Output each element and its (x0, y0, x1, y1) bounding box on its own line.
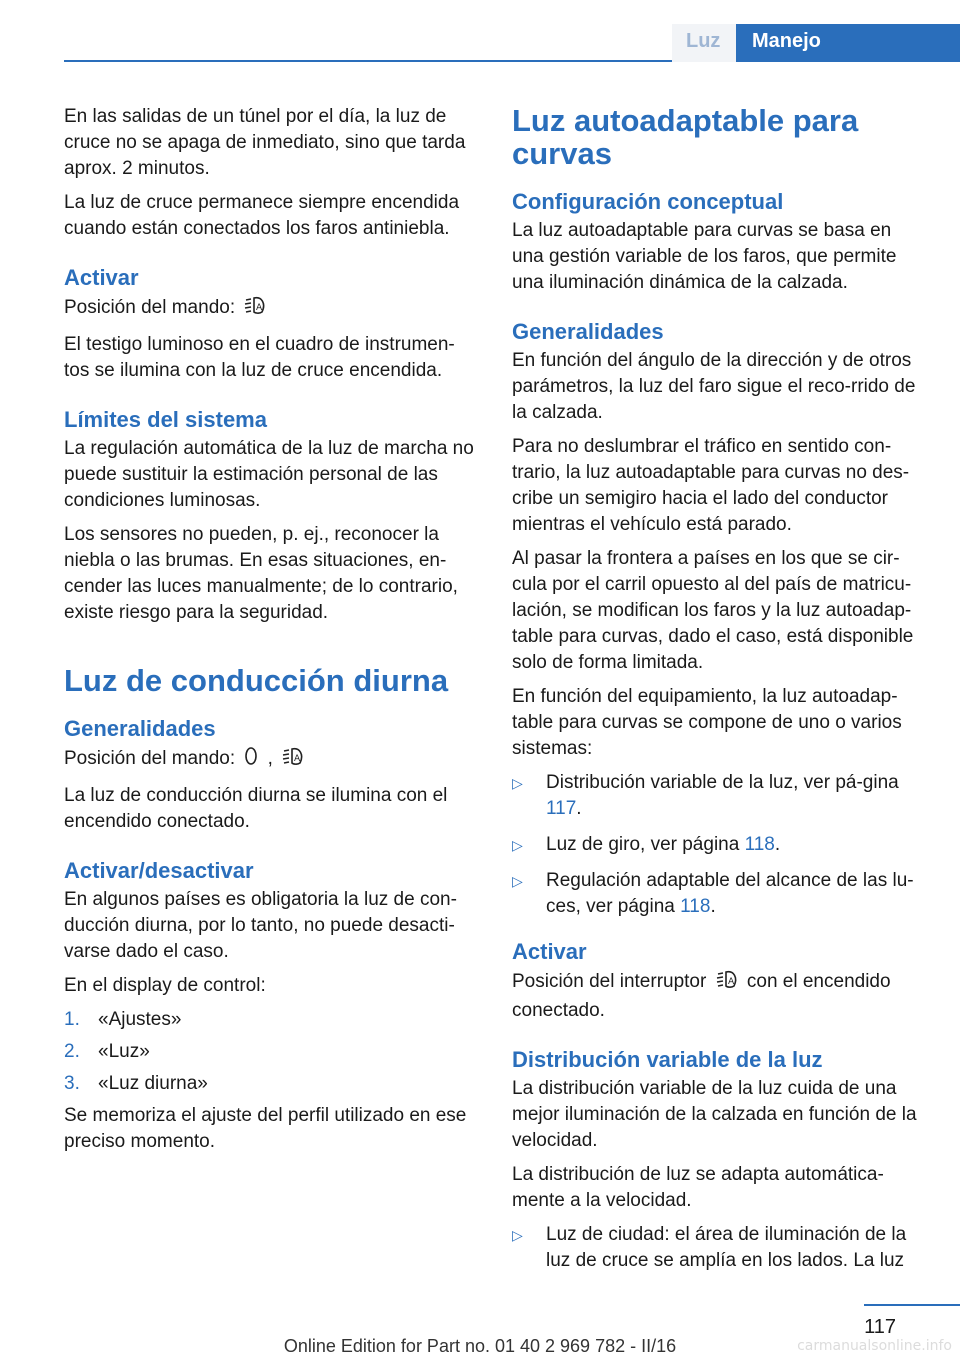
bullet-triangle-icon: ▷ (512, 837, 523, 853)
paragraph: En el display de control: (64, 975, 266, 996)
paragraph: La luz autoadaptable para curvas se basa en una gestión variable de los faros, que permite una iluminación dinámica de la calzada. (512, 220, 897, 293)
list-item (512, 770, 926, 822)
paragraph: La regulación automática de la luz de marcha no puede sustituir la estimación personal de las condiciones luminosas. (64, 438, 474, 511)
auto-light-icon (280, 745, 306, 775)
paragraph: La luz de cruce permanece siempre encendida cuando están conectados los faros antiniebla. (64, 192, 460, 239)
heading-activar-desactivar: Activar/desactivar (64, 858, 254, 883)
bullet-text: Luz de ciudad: el área de iluminación de la luz de cruce se amplía en los lados. La luz (546, 1224, 907, 1271)
step-number: 3. (64, 1073, 80, 1094)
watermark: carmanualsonline.info (797, 1338, 952, 1354)
systems-list (512, 770, 926, 920)
distribution-list (512, 1222, 926, 1274)
list-item (64, 1071, 478, 1097)
section-tab-manejo-label: Manejo (752, 30, 821, 52)
left-column (64, 104, 478, 1163)
paragraph: Al pasar la frontera a países en los que se cir‐cula por el carril opuesto al del país de matricu‐lación, se modifican los faros y la luz autoadap‐table para curvas, dado el caso, está disponible solo de forma limitada. (512, 548, 914, 673)
switch-position-label: Posición del mando: (64, 297, 236, 318)
section-tab-manejo[interactable] (736, 24, 960, 62)
svg-text:A: A (727, 977, 734, 987)
paragraph-switch-position (64, 294, 478, 324)
section-tab-luz[interactable] (672, 24, 736, 62)
paragraph: En algunos países es obligatoria la luz de con‐ducción diurna, por lo tanto, no puede desacti‐varse dado el caso. (64, 889, 457, 962)
page-link[interactable]: 117 (546, 798, 577, 819)
auto-light-icon (242, 294, 268, 324)
paragraph-switch-position (512, 968, 926, 1024)
page-number-rule (864, 1304, 960, 1306)
bullet-triangle-icon: ▷ (512, 1227, 523, 1243)
paragraph: Se memoriza el ajuste del perfil utilizado en ese preciso momento. (64, 1105, 467, 1152)
paragraph: El testigo luminoso en el cuadro de instrumen‐tos se ilumina con la luz de cruce encendida. (64, 334, 455, 381)
bullet-text: Regulación adaptable del alcance de las lu‐ces, ver página (546, 870, 914, 917)
heading-limites: Límites del sistema (64, 407, 267, 432)
auto-light-icon (714, 968, 740, 998)
paragraph: La luz de conducción diurna se ilumina con el encendido conectado. (64, 785, 448, 832)
list-item (512, 832, 926, 858)
bullet-text: Distribución variable de la luz, ver pá‐gina (546, 772, 899, 793)
bullet-triangle-icon: ▷ (512, 873, 523, 889)
bullet-triangle-icon: ▷ (512, 775, 523, 791)
punctuation: . (774, 834, 781, 855)
paragraph: Los sensores no pueden, p. ej., reconocer la niebla o las brumas. En esas situaciones, en‐cender las luces manualmente; de lo contrario, existe riesgo para la seguridad. (64, 524, 458, 623)
page-link[interactable]: 118 (680, 896, 711, 917)
step-number: 1. (64, 1009, 80, 1030)
heading-generalidades: Generalidades (512, 319, 664, 344)
off-position-icon (242, 745, 260, 775)
heading-activar: Activar (512, 939, 587, 964)
step-text: «Ajustes» (98, 1009, 182, 1030)
list-item (512, 1222, 926, 1274)
step-text: «Luz diurna» (98, 1073, 208, 1094)
section-tab-luz-label: Luz (686, 30, 721, 52)
switch-position-label: Posición del interruptor (512, 971, 707, 992)
paragraph-continuation: con el encendido conectado. (512, 971, 891, 1021)
footer-edition: Online Edition for Part no. 01 40 2 969 782 - II/16 (283, 1336, 677, 1356)
page-link[interactable]: 118 (744, 834, 775, 855)
heading-configuracion: Configuración conceptual (512, 189, 784, 214)
paragraph-switch-position (64, 745, 478, 775)
page-number: 117 (864, 1316, 896, 1338)
svg-text:A: A (256, 303, 263, 313)
list-item (64, 1007, 478, 1033)
right-column (512, 104, 926, 1284)
paragraph: En función del equipamiento, la luz autoadap‐table para curvas se compone de uno o varios sistemas: (512, 686, 902, 759)
svg-text:A: A (294, 754, 301, 764)
steps-list (64, 1007, 478, 1097)
step-number: 2. (64, 1041, 80, 1062)
heading-luz-curvas: Luz autoadaptable para curvas (512, 103, 859, 171)
paragraph: En las salidas de un túnel por el día, la luz de cruce no se apaga de inmediato, sino que tarda aprox. 2 minutos. (64, 106, 466, 179)
switch-position-label: Posición del mando: (64, 748, 236, 769)
list-item (512, 868, 926, 920)
heading-distribucion: Distribución variable de la luz (512, 1047, 823, 1072)
punctuation: . (710, 896, 716, 917)
paragraph: La distribución variable de la luz cuida de una mejor iluminación de la calzada en función de la velocidad. (512, 1078, 917, 1151)
punctuation: . (576, 798, 582, 819)
paragraph: En función del ángulo de la dirección y de otros parámetros, la luz del faro sigue el reco‐rrido de la calzada. (512, 350, 916, 423)
heading-luz-diurna: Luz de conducción diurna (64, 663, 449, 698)
paragraph: La distribución de luz se adapta automática‐mente a la velocidad. (512, 1164, 884, 1211)
separator: , (267, 748, 273, 769)
heading-activar: Activar (64, 265, 139, 290)
heading-generalidades: Generalidades (64, 716, 216, 741)
paragraph: Para no deslumbrar el tráfico en sentido con‐trario, la luz autoadaptable para curvas no des‐cribe un semigiro hacia el lado del conductor mientras el vehículo está parado. (512, 436, 910, 535)
bullet-text: Luz de giro, ver página (546, 834, 740, 855)
step-text: «Luz» (98, 1041, 150, 1062)
list-item (64, 1039, 478, 1065)
